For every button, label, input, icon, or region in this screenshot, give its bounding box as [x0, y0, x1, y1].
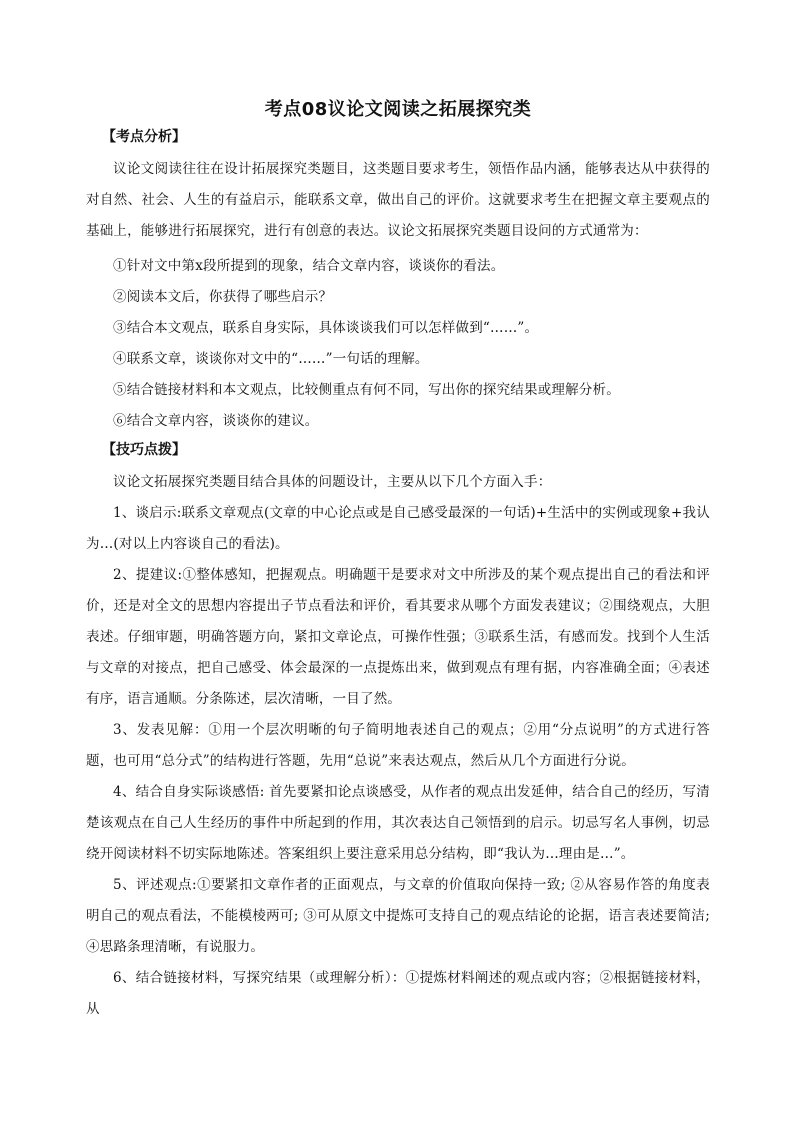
question-item: ③结合本文观点，联系自身实际，具体谈谈我们可以怎样做到“……”。 [113, 320, 539, 336]
question-item: ⑤结合链接材料和本文观点，比较侧重点有何不同，写出你的探究结果或理解分析。 [113, 382, 620, 398]
tip-point: 3、发表见解：①用一个层次明晰的句子简明地表述自己的观点；②用“分点说明”的方式进行答题，也可用“总分式”的结构进行答题，先用“总说”来表达观点，然后从几个方面进行分说。 [86, 722, 710, 769]
analysis-intro: 议论文阅读往往在设计拓展探究类题目，这类题目要求考生，领悟作品内涵，能够表达从中获得的对自然、社会、人生的有益启示，能联系文章，做出自己的评价。这就要求考生在把握文章主要观点的基础上，能够进行拓展探究，进行有创意的表达。议论文拓展探究类题目设问的方式通常为： [86, 161, 710, 239]
tip-point: 6、结合链接材料，写探究结果（或理解分析）：①提炼材料阐述的观点或内容；②根据链接材料，从 [86, 970, 710, 1017]
question-item: ②阅读本文后，你获得了哪些启示？ [113, 289, 333, 305]
section-heading-analysis: 【考点分析】 [102, 129, 186, 145]
tips-intro: 议论文拓展探究类题目结合具体的问题设计，主要从以下几个方面入手： [113, 474, 552, 490]
question-item: ①针对文中第x段所提到的现象，结合文章内容，谈谈你的看法。 [113, 258, 505, 274]
page-title: 考点08议论文阅读之拓展探究类 [264, 99, 532, 120]
question-item: ④联系文章，谈谈你对文中的“……”一句话的理解。 [113, 351, 429, 367]
question-item: ⑥结合文章内容，谈谈你的建议。 [113, 413, 319, 429]
tip-point: 4、结合自身实际谈感悟: 首先要紧扣论点谈感受，从作者的观点出发延伸，结合自己的经历，写清楚该观点在自己人生经历的事件中所起到的作用，其次表达自己领悟到的启示。切忌写名人事例，切忌绕开阅读材料不切实际地陈述。答案组织上要注意采用总分结构，即“我认为…理由是…”。 [86, 784, 710, 862]
tip-point: 1、谈启示:联系文章观点(文章的中心论点或是自己感受最深的一句话)+生活中的实例或现象+我认为…(对以上内容谈自己的看法)。 [86, 505, 710, 552]
tip-point: 5、评述观点:①要紧扣文章作者的正面观点，与文章的价值取向保持一致; ②从容易作答的角度表明自己的观点看法，不能模棱两可; ③可从原文中提炼可支持自己的观点结论的论据，语言表述要简洁; ④思路条理清晰，有说服力。 [86, 877, 710, 955]
section-heading-tips: 【技巧点拨】 [102, 442, 186, 458]
tip-point: 2、提建议:①整体感知，把握观点。明确题干是要求对文中所涉及的某个观点提出自己的看法和评价，还是对全文的思想内容提出子节点看法和评价，看其要求从哪个方面发表建议；②围绕观点，大胆表述。仔细审题，明确答题方向，紧扣文章论点，可操作性强；③联系生活，有感而发。找到个人生活与文章的对接点，把自己感受、体会最深的一点提炼出来，做到观点有理有据，内容准确全面；④表述有序，语言通顺。分条陈述，层次清晰，一目了然。 [86, 567, 710, 707]
